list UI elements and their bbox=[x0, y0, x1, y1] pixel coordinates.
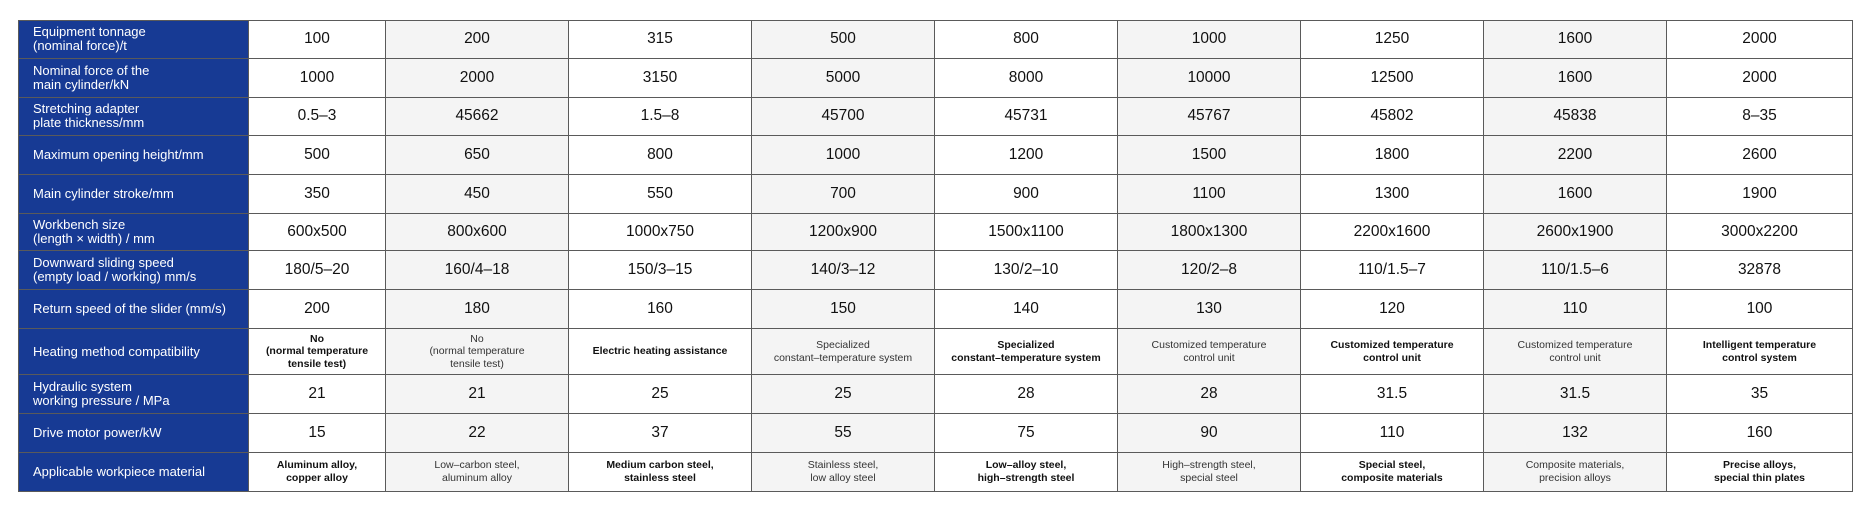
table-cell: 8000 bbox=[935, 58, 1118, 97]
spec-table bbox=[18, 20, 1853, 492]
table-cell: 22 bbox=[386, 413, 569, 452]
table-cell: 800 bbox=[569, 135, 752, 174]
table-cell: 110/1.5–7 bbox=[1301, 251, 1484, 290]
table-cell: 130/2–10 bbox=[935, 251, 1118, 290]
table-cell: 45802 bbox=[1301, 97, 1484, 135]
table-cell: 45838 bbox=[1484, 97, 1667, 135]
table-cell: 150/3–15 bbox=[569, 251, 752, 290]
table-row bbox=[19, 21, 1853, 59]
table-cell: 37 bbox=[569, 413, 752, 452]
table-cell: 1500x1100 bbox=[935, 213, 1118, 251]
table-cell: Low–alloy steel, high–strength steel bbox=[935, 452, 1118, 491]
table-row bbox=[19, 413, 1853, 452]
table-cell: 1500 bbox=[1118, 135, 1301, 174]
table-cell: 100 bbox=[1667, 290, 1853, 329]
table-cell: 1600 bbox=[1484, 174, 1667, 213]
row-label: Hydraulic system working pressure / MPa bbox=[19, 374, 249, 413]
table-row bbox=[19, 329, 1853, 375]
table-cell: 90 bbox=[1118, 413, 1301, 452]
table-cell: 500 bbox=[752, 21, 935, 59]
table-cell: 0.5–3 bbox=[249, 97, 386, 135]
table-cell: 1800x1300 bbox=[1118, 213, 1301, 251]
table-cell: 1600 bbox=[1484, 21, 1667, 59]
table-cell: 1000 bbox=[249, 58, 386, 97]
table-row bbox=[19, 174, 1853, 213]
table-cell: 1000 bbox=[752, 135, 935, 174]
table-cell: Composite materials, precision alloys bbox=[1484, 452, 1667, 491]
table-cell: 21 bbox=[386, 374, 569, 413]
table-cell: 1600 bbox=[1484, 58, 1667, 97]
table-cell: 315 bbox=[569, 21, 752, 59]
table-cell: Special steel, composite materials bbox=[1301, 452, 1484, 491]
table-cell: 800 bbox=[935, 21, 1118, 59]
table-cell: 120/2–8 bbox=[1118, 251, 1301, 290]
table-row bbox=[19, 374, 1853, 413]
table-cell: 350 bbox=[249, 174, 386, 213]
table-cell: High–strength steel, special steel bbox=[1118, 452, 1301, 491]
table-cell: 75 bbox=[935, 413, 1118, 452]
table-cell: 110/1.5–6 bbox=[1484, 251, 1667, 290]
table-cell: Electric heating assistance bbox=[569, 329, 752, 375]
table-cell: 28 bbox=[935, 374, 1118, 413]
table-row bbox=[19, 290, 1853, 329]
table-cell: 140 bbox=[935, 290, 1118, 329]
row-label: Drive motor power/kW bbox=[19, 413, 249, 452]
table-cell: 700 bbox=[752, 174, 935, 213]
table-cell: Precise alloys, special thin plates bbox=[1667, 452, 1853, 491]
table-cell: 900 bbox=[935, 174, 1118, 213]
row-label: Downward sliding speed (empty load / working) mm/s bbox=[19, 251, 249, 290]
table-cell: 15 bbox=[249, 413, 386, 452]
row-label: Maximum opening height/mm bbox=[19, 135, 249, 174]
table-cell: 28 bbox=[1118, 374, 1301, 413]
table-cell: 1200x900 bbox=[752, 213, 935, 251]
row-label: Equipment tonnage (nominal force)/t bbox=[19, 21, 249, 59]
table-cell: 100 bbox=[249, 21, 386, 59]
table-cell: 1000x750 bbox=[569, 213, 752, 251]
row-label: Applicable workpiece material bbox=[19, 452, 249, 491]
table-cell: 2000 bbox=[386, 58, 569, 97]
table-cell: 32878 bbox=[1667, 251, 1853, 290]
table-cell: 1100 bbox=[1118, 174, 1301, 213]
table-cell: 45767 bbox=[1118, 97, 1301, 135]
table-cell: 160 bbox=[1667, 413, 1853, 452]
table-cell: 160/4–18 bbox=[386, 251, 569, 290]
table-cell: Customized temperature control unit bbox=[1484, 329, 1667, 375]
table-cell: 8–35 bbox=[1667, 97, 1853, 135]
table-cell: 110 bbox=[1484, 290, 1667, 329]
table-cell: 2000 bbox=[1667, 21, 1853, 59]
table-cell: 2200 bbox=[1484, 135, 1667, 174]
table-row bbox=[19, 135, 1853, 174]
table-cell: 180/5–20 bbox=[249, 251, 386, 290]
table-cell: Specialized constant–temperature system bbox=[752, 329, 935, 375]
table-cell: Medium carbon steel, stainless steel bbox=[569, 452, 752, 491]
row-label: Nominal force of the main cylinder/kN bbox=[19, 58, 249, 97]
table-cell: 5000 bbox=[752, 58, 935, 97]
table-cell: Customized temperature control unit bbox=[1118, 329, 1301, 375]
table-cell: 160 bbox=[569, 290, 752, 329]
table-row bbox=[19, 213, 1853, 251]
table-cell: 2600 bbox=[1667, 135, 1853, 174]
table-cell: No (normal temperature tensile test) bbox=[386, 329, 569, 375]
table-cell: 180 bbox=[386, 290, 569, 329]
table-cell: 1.5–8 bbox=[569, 97, 752, 135]
table-cell: 500 bbox=[249, 135, 386, 174]
table-cell: 3150 bbox=[569, 58, 752, 97]
table-cell: 110 bbox=[1301, 413, 1484, 452]
table-cell: 21 bbox=[249, 374, 386, 413]
table-cell: 600x500 bbox=[249, 213, 386, 251]
table-cell: 150 bbox=[752, 290, 935, 329]
row-label: Stretching adapter plate thickness/mm bbox=[19, 97, 249, 135]
row-label: Heating method compatibility bbox=[19, 329, 249, 375]
table-row bbox=[19, 452, 1853, 491]
row-label: Return speed of the slider (mm/s) bbox=[19, 290, 249, 329]
spec-table-body bbox=[19, 21, 1853, 492]
table-cell: 132 bbox=[1484, 413, 1667, 452]
table-cell: 55 bbox=[752, 413, 935, 452]
table-row bbox=[19, 251, 1853, 290]
row-label: Main cylinder stroke/mm bbox=[19, 174, 249, 213]
table-cell: 130 bbox=[1118, 290, 1301, 329]
table-cell: 1900 bbox=[1667, 174, 1853, 213]
table-cell: 45662 bbox=[386, 97, 569, 135]
table-row bbox=[19, 97, 1853, 135]
table-cell: 10000 bbox=[1118, 58, 1301, 97]
table-cell: 1300 bbox=[1301, 174, 1484, 213]
table-cell: 31.5 bbox=[1301, 374, 1484, 413]
table-cell: 140/3–12 bbox=[752, 251, 935, 290]
table-cell: Intelligent temperature control system bbox=[1667, 329, 1853, 375]
table-cell: 2600x1900 bbox=[1484, 213, 1667, 251]
table-cell: 200 bbox=[386, 21, 569, 59]
table-cell: 25 bbox=[752, 374, 935, 413]
table-cell: 3000x2200 bbox=[1667, 213, 1853, 251]
table-cell: Aluminum alloy, copper alloy bbox=[249, 452, 386, 491]
table-cell: 200 bbox=[249, 290, 386, 329]
table-row bbox=[19, 58, 1853, 97]
table-cell: 120 bbox=[1301, 290, 1484, 329]
table-cell: 2000 bbox=[1667, 58, 1853, 97]
table-cell: Low–carbon steel, aluminum alloy bbox=[386, 452, 569, 491]
row-label: Workbench size (length × width) / mm bbox=[19, 213, 249, 251]
table-cell: 45700 bbox=[752, 97, 935, 135]
table-cell: 1200 bbox=[935, 135, 1118, 174]
table-cell: 650 bbox=[386, 135, 569, 174]
table-cell: 12500 bbox=[1301, 58, 1484, 97]
table-cell: Customized temperature control unit bbox=[1301, 329, 1484, 375]
table-cell: 25 bbox=[569, 374, 752, 413]
table-cell: 31.5 bbox=[1484, 374, 1667, 413]
table-cell: 1000 bbox=[1118, 21, 1301, 59]
table-cell: 1800 bbox=[1301, 135, 1484, 174]
table-cell: 35 bbox=[1667, 374, 1853, 413]
table-cell: 550 bbox=[569, 174, 752, 213]
table-cell: 45731 bbox=[935, 97, 1118, 135]
table-cell: 450 bbox=[386, 174, 569, 213]
table-cell: Stainless steel, low alloy steel bbox=[752, 452, 935, 491]
table-cell: Specialized constant–temperature system bbox=[935, 329, 1118, 375]
table-cell: 2200x1600 bbox=[1301, 213, 1484, 251]
table-cell: 1250 bbox=[1301, 21, 1484, 59]
table-cell: 800x600 bbox=[386, 213, 569, 251]
table-cell: No (normal temperature tensile test) bbox=[249, 329, 386, 375]
